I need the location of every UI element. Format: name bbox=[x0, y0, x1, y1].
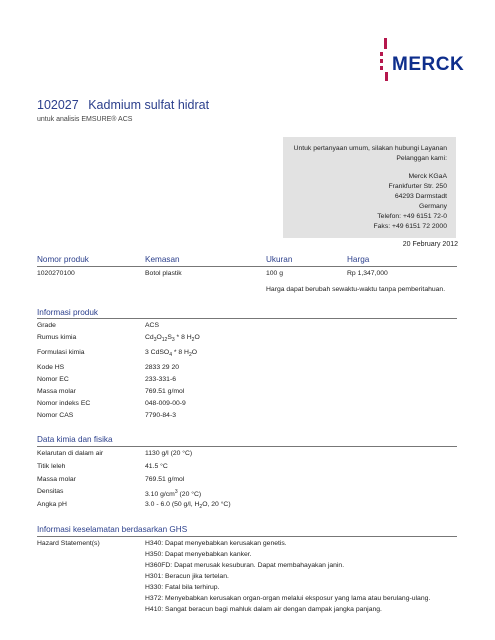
solubility-value: 1130 g/l (20 °C) bbox=[145, 450, 193, 457]
product-name: Kadmium sulfat hidrat bbox=[88, 98, 210, 112]
logo-wordmark: MERCK bbox=[392, 54, 465, 75]
section-heading-ghs: Informasi keselamatan berdasarkan GHS bbox=[37, 525, 188, 534]
page-title bbox=[37, 98, 209, 112]
order-header-product: Nomor produk bbox=[37, 255, 89, 264]
price-note: Harga dapat berubah sewaktu-waktu tanpa pemberitahuan. bbox=[266, 286, 446, 293]
contact-city: 64293 Darmstadt bbox=[394, 193, 447, 200]
grade-label: Grade bbox=[37, 322, 56, 329]
contact-box bbox=[283, 137, 456, 238]
document-date: 20 February 2012 bbox=[402, 241, 458, 248]
molar-mass-label: Massa molar bbox=[37, 388, 76, 395]
formulasi-label: Formulasi kimia bbox=[37, 349, 85, 356]
ph-value: 3.0 - 6.0 (50 g/l, $H_2O$, 20 °C) bbox=[145, 501, 231, 510]
contact-fax: Faks: +49 6151 72 2000 bbox=[373, 223, 447, 230]
hazard-statement: H350: Dapat menyebabkan kanker. bbox=[145, 551, 252, 558]
contact-address bbox=[373, 172, 447, 232]
hs-label: Kode HS bbox=[37, 364, 65, 371]
ph-label: Angka pH bbox=[37, 501, 67, 508]
divider bbox=[37, 318, 457, 319]
order-size: 100 g bbox=[266, 270, 284, 277]
index-label: Nomor indeks EC bbox=[37, 400, 91, 407]
chem-molar-mass-label: Massa molar bbox=[37, 476, 76, 483]
cas-label: Nomor CAS bbox=[37, 412, 74, 419]
molar-mass-value: 769.51 g/mol bbox=[145, 388, 185, 395]
section-heading-chem: Data kimia dan fisika bbox=[37, 435, 113, 444]
section-heading-product-info: Informasi produk bbox=[37, 308, 98, 317]
hs-value: 2833 29 20 bbox=[145, 364, 180, 371]
contact-intro: Untuk pertanyaan umum, silakan hubungi Layanan Pelanggan kami: bbox=[293, 145, 447, 162]
merck-logo bbox=[380, 38, 465, 82]
order-price: Rp 1,347,000 bbox=[347, 270, 388, 277]
hazard-statement: H360FD: Dapat merusak kesuburan. Dapat membahayakan janin. bbox=[145, 562, 345, 569]
product-code: 102027 bbox=[37, 98, 79, 112]
contact-phone: Telefon: +49 6151 72-0 bbox=[377, 213, 447, 220]
chem-molar-mass-value: 769.51 g/mol bbox=[145, 476, 185, 483]
divider bbox=[37, 536, 457, 537]
ec-value: 233-331-6 bbox=[145, 376, 176, 383]
divider bbox=[37, 446, 457, 447]
melting-point-value: 41.5 °C bbox=[145, 463, 168, 470]
hazard-label: Hazard Statement(s) bbox=[37, 540, 100, 547]
rumus-value: $Cd_3O_{12}S_3 * 8$ $H_2O$ bbox=[145, 334, 200, 343]
hazard-statement: H301: Beracun jika tertelan. bbox=[145, 573, 229, 580]
hazard-statement: H410: Sangat beracun bagi mahluk dalam air dengan dampak jangka panjang. bbox=[145, 606, 382, 613]
hazard-statement: H330: Fatal bila terhirup. bbox=[145, 584, 220, 591]
order-header-price: Harga bbox=[347, 255, 370, 264]
grade-value: ACS bbox=[145, 322, 159, 329]
melting-point-label: Titik leleh bbox=[37, 463, 66, 470]
hazard-statement: H372: Menyebabkan kerusakan organ-organ melalui eksposur yang lama atau berulang-ulang. bbox=[145, 595, 431, 602]
solubility-label: Kelarutan di dalam air bbox=[37, 450, 104, 457]
cas-value: 7790-84-3 bbox=[145, 412, 176, 419]
contact-country: Germany bbox=[419, 203, 447, 210]
density-label: Densitas bbox=[37, 488, 64, 495]
ec-label: Nomor EC bbox=[37, 376, 69, 383]
product-subtitle: untuk analisis EMSURE® ACS bbox=[37, 116, 133, 123]
index-value: 048-009-00-9 bbox=[145, 400, 186, 407]
contact-company: Merck KGaA bbox=[408, 173, 447, 180]
contact-street: Frankfurter Str. 250 bbox=[388, 183, 447, 190]
order-header-package: Kemasan bbox=[145, 255, 180, 264]
order-package: Botol plastik bbox=[145, 270, 182, 277]
formulasi-value: 3 CdSO$_4$ * 8 $H_2O$ bbox=[145, 349, 198, 358]
rumus-label: Rumus kimia bbox=[37, 334, 77, 341]
hazard-statement: H340: Dapat menyebabkan kerusakan genetis. bbox=[145, 540, 287, 547]
density-value: 3.10 $g/cm^3$ (20 °C) bbox=[145, 489, 202, 498]
order-header-size: Ukuran bbox=[266, 255, 293, 264]
order-product-number: 1020270100 bbox=[37, 270, 75, 277]
divider bbox=[37, 266, 457, 267]
